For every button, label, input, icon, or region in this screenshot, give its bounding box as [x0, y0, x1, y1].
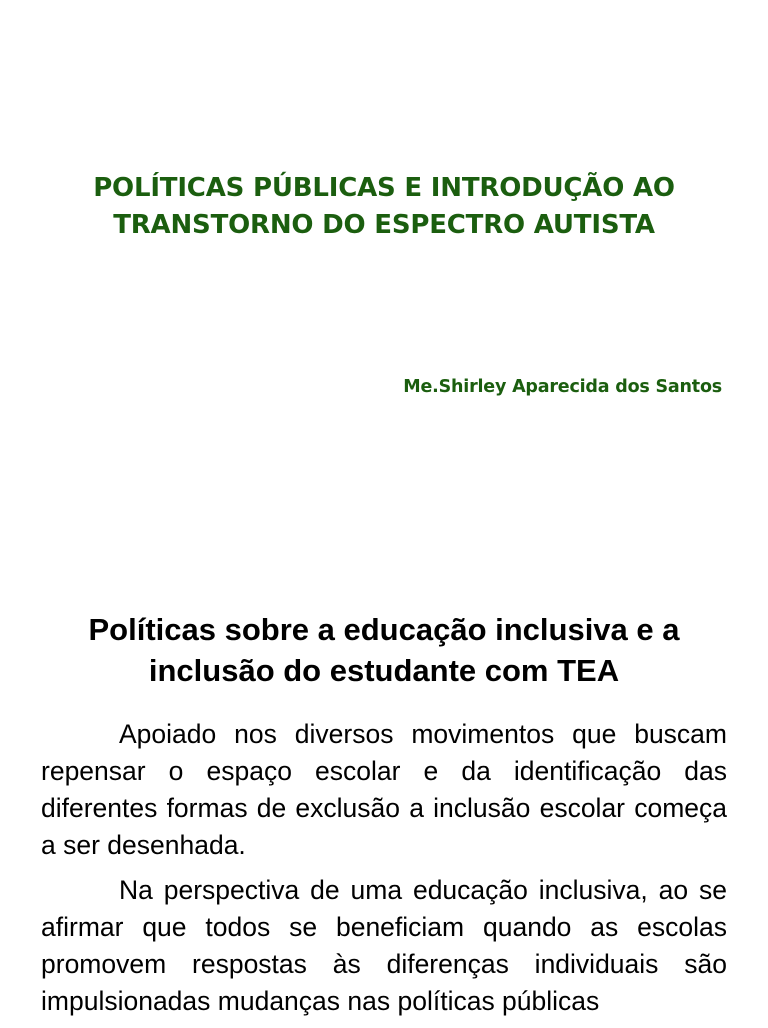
- author-name: Me.Shirley Aparecida dos Santos: [403, 377, 722, 397]
- slide-body: [41, 716, 727, 1028]
- presentation-title: POLÍTICAS PÚBLICAS E INTRODUÇÃO AO TRANSTORNO DO ESPECTRO AUTISTA: [93, 173, 675, 240]
- body-paragraph: Apoiado nos diversos movimentos que buscam repensar o espaço escolar e da identificação das diferentes formas de exclusão a inclusão escolar começa a ser desenhada.: [41, 719, 727, 860]
- content-slide: [0, 576, 768, 1024]
- body-paragraph: Na perspectiva de uma educação inclusiva, ao se afirmar que todos se beneficiam quando as escolas promovem respostas às diferenças individuais são impulsionadas mudanças nas políticas públicas: [41, 875, 727, 1016]
- slide-heading: Políticas sobre a educação inclusiva e a inclusão do estudante com TEA: [88, 612, 680, 688]
